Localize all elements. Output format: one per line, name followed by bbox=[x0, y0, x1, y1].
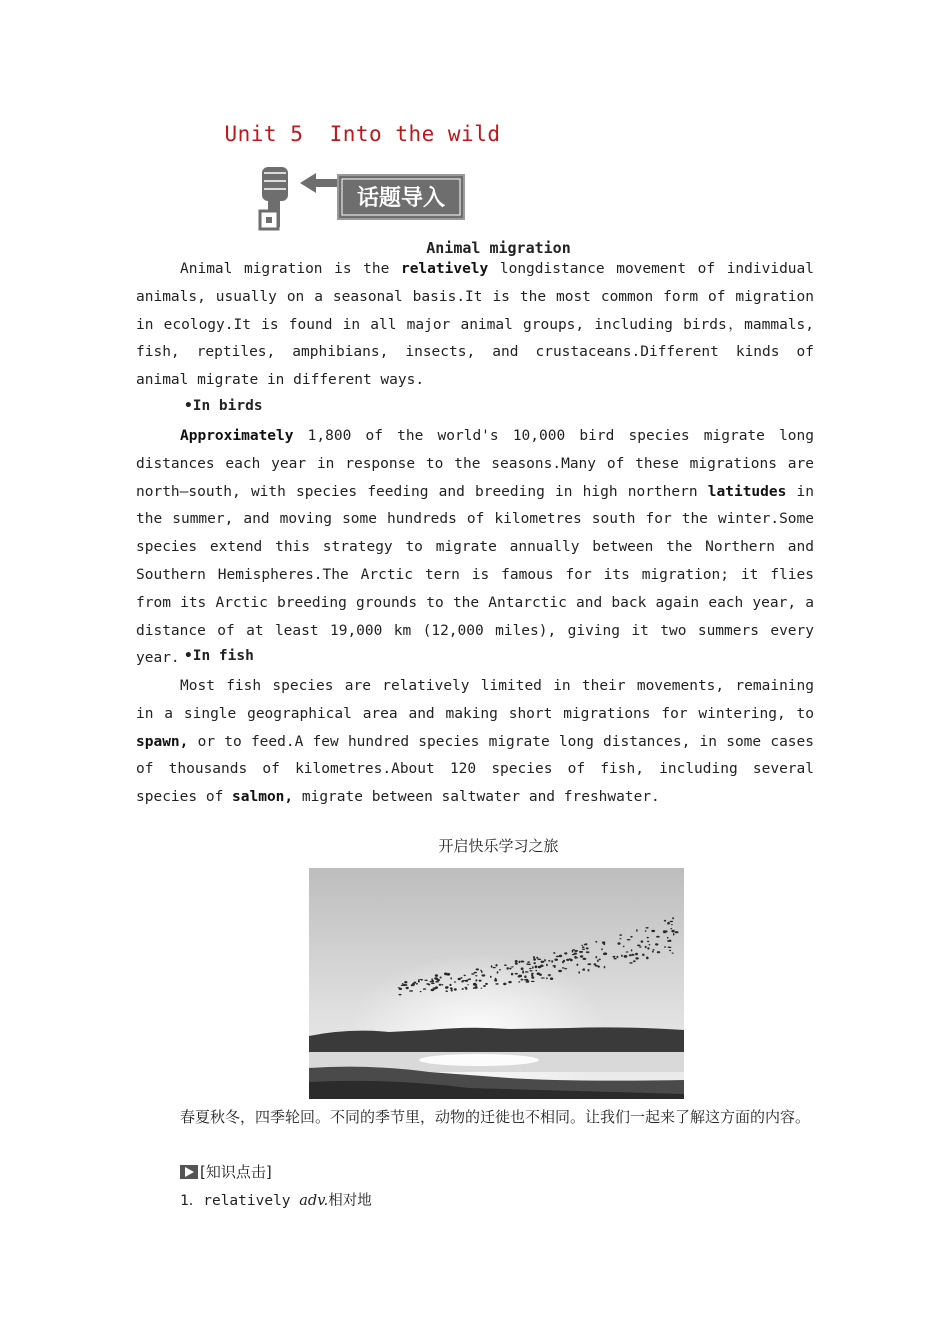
fish-heading: •In fish bbox=[184, 648, 254, 664]
unit-title: Unit 5 Into the wild bbox=[224, 122, 501, 146]
knowledge-item-1: 1．relatively adv.相对地 bbox=[180, 1193, 372, 1209]
banner-label: 话题导入 bbox=[356, 186, 446, 211]
knowledge-heading: [知识点击] bbox=[180, 1161, 272, 1182]
cn-paragraph: 春夏秋冬，四季轮回。不同的季节里，动物的迁徙也不相同。让我们一起来了解这方面的内容。 bbox=[180, 1108, 811, 1126]
birds-heading: •In birds bbox=[184, 398, 263, 414]
vocab-salmon: salmon, bbox=[232, 789, 294, 806]
play-marker-icon bbox=[180, 1165, 198, 1179]
vocab-spawn: spawn, bbox=[136, 733, 189, 750]
section-title: Animal migration bbox=[426, 239, 571, 257]
vocab-relatively: relatively bbox=[400, 261, 489, 277]
bird-migration-photo bbox=[309, 868, 684, 1099]
intro-paragraph: Animal migration is the relatively longdistance movement of individual animals, usually on a seasonal basis.It is the most common form of migration in ecology.It is found in all major animal groups, including birds，mammals, fish, reptiles, amphibians, insects, and crustaceans.Different kinds of animal migrate in different ways. bbox=[136, 261, 814, 389]
fish-paragraph: Most fish species are relatively limited in their movements, remaining in a single geographical area and making short migrations for wintering, to spawn, or to feed.A few hundred species migrate long distances, in some cases of thousands of kilometres.About 120 species of fish, including several species of salmon, migrate between saltwater and freshwater. bbox=[136, 678, 814, 806]
vocab-approximately: Approximately bbox=[180, 428, 294, 444]
topic-intro-banner bbox=[258, 163, 468, 233]
pointing-hand-icon bbox=[260, 167, 288, 229]
birds-paragraph: Approximately 1,800 of the world's 10,000 bird species migrate long distances each year in response to the seasons.Many of these migrations are north—south, with species feeding and breeding in high northern latitudes in the summer, and moving some hundreds of kilometres south for the winter.Some species extend this strategy to migrate annually between the Northern and Southern Hemispheres.The Arctic tern is famous for its migration; it flies from its Arctic breeding grounds to the Antarctic and back again each year, a distance of at least 19,000 km (12,000 miles), giving it two summers every year. bbox=[136, 428, 815, 667]
cn-subtitle: 开启快乐学习之旅 bbox=[438, 837, 559, 855]
vocab-latitudes: latitudes bbox=[707, 483, 787, 500]
